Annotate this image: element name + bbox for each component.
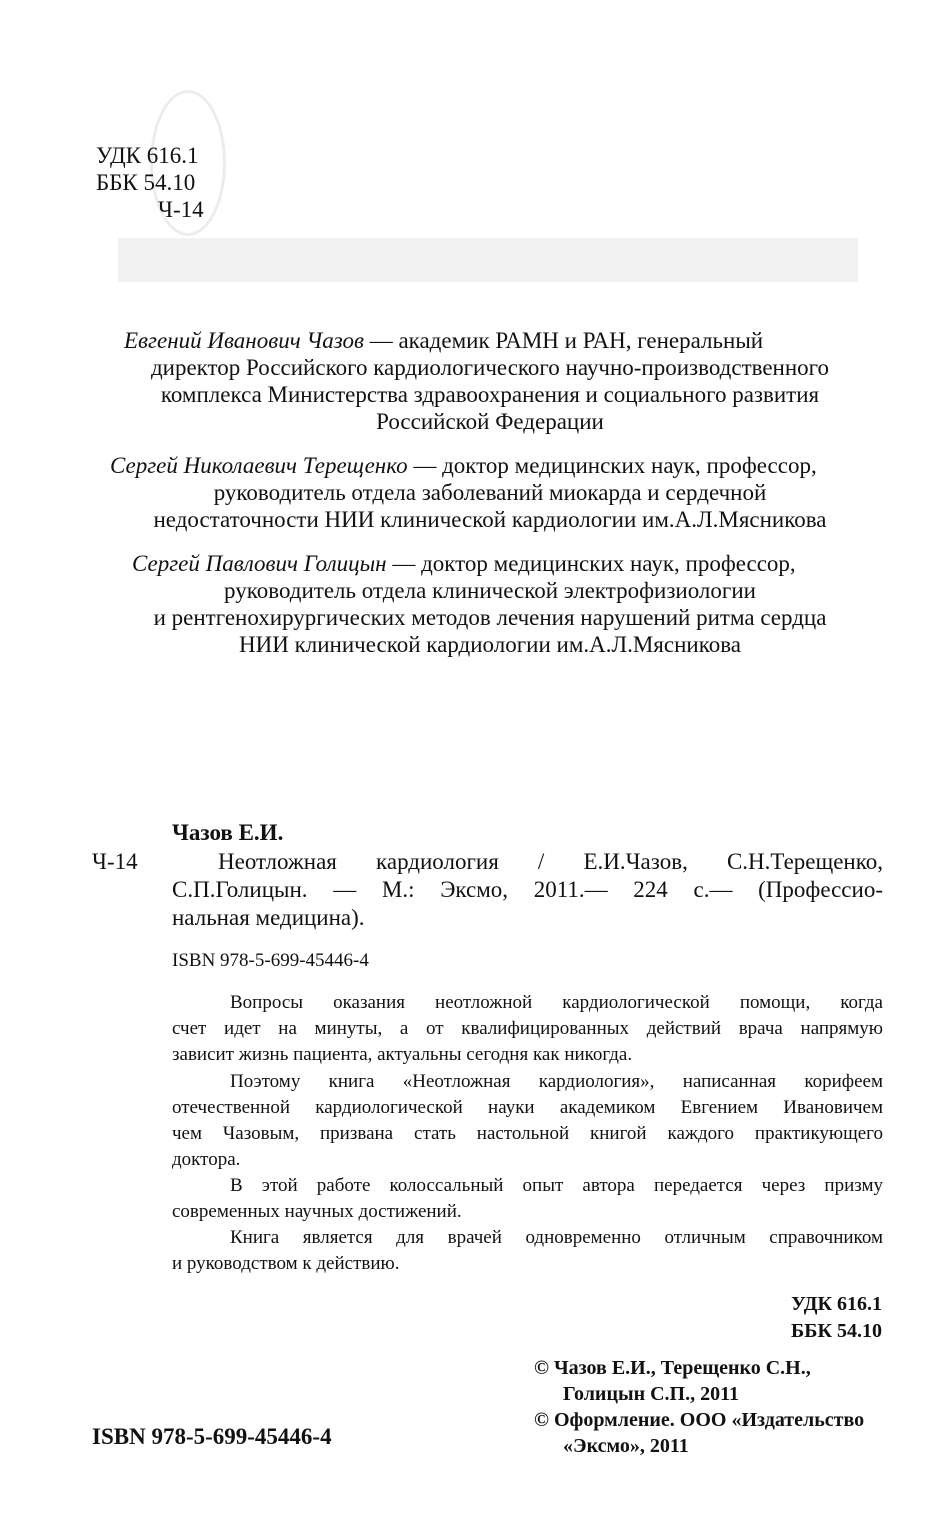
author-2-title: — доктор медицинских наук, профессор, — [407, 453, 817, 478]
abstract-line: доктора. — [172, 1149, 241, 1170]
author-3-name: Сергей Павлович Голицын — [132, 551, 387, 576]
author-mark: Ч-14 — [158, 197, 204, 222]
footer-bbk: ББК 54.10 — [791, 1320, 882, 1342]
author-2-first-line — [110, 453, 870, 479]
abstract-line: Книга является для врачей одновременно отличным справочником — [230, 1227, 883, 1248]
author-3-title: — доктор медицинских наук, профессор, — [386, 551, 796, 576]
copyright-line: © Чазов Е.И., Терещенко С.Н., — [534, 1357, 811, 1379]
author-1-line: Российской Федерации — [376, 409, 604, 434]
author-2-name: Сергей Николаевич Терещенко — [110, 453, 408, 478]
copyright-line: Голицын С.П., 2011 — [563, 1383, 740, 1405]
author-2-line: руководитель отдела заболеваний миокарда и сердечной — [213, 480, 767, 505]
footer-udk: УДК 616.1 — [791, 1293, 882, 1315]
abstract-line: счет идет на минуты, а от квалифицированных действий врача напрямую — [172, 1018, 883, 1039]
author-3-line: руководитель отдела клинической электрофизиологии — [224, 578, 756, 603]
abstract-line: Поэтому книга «Неотложная кардиология», написанная корифеем — [230, 1071, 883, 1092]
bbk-code: ББК 54.10 — [96, 170, 196, 195]
udk-code: УДК 616.1 — [96, 143, 199, 168]
author-1-name: Евгений Иванович Чазов — [124, 328, 364, 353]
abstract-line: чем Чазовым, призвана стать настольной книгой каждого практикующего — [172, 1123, 883, 1144]
bib-isbn: ISBN 978-5-699-45446-4 — [172, 950, 369, 971]
copyright-line: «Эксмо», 2011 — [563, 1435, 689, 1457]
author-1-first-line — [124, 328, 857, 354]
author-1-title: — академик РАМН и РАН, генеральный — [363, 328, 764, 353]
abstract-line: и руководством к действию. — [172, 1253, 400, 1274]
author-3-line: и рентгенохирургических методов лечения нарушений ритма сердца — [153, 605, 827, 630]
bib-description-line: нальная медицина). — [172, 905, 365, 930]
footer-isbn: ISBN 978-5-699-45446-4 — [92, 1424, 332, 1449]
abstract-line: зависит жизнь пациента, актуальны сегодня как никогда. — [172, 1044, 633, 1065]
author-3-line: НИИ клинической кардиологии им.А.Л.Мясникова — [239, 632, 741, 657]
abstract-line: Вопросы оказания неотложной кардиологической помощи, когда — [230, 992, 883, 1013]
watermark-band — [118, 238, 858, 282]
bib-description-line: Неотложная кардиология / Е.И.Чазов, С.Н.Терещенко, — [218, 849, 883, 874]
abstract-line: В этой работе колоссальный опыт автора передается через призму — [230, 1175, 883, 1196]
author-1-line: директор Российского кардиологического научно-производственного — [150, 355, 830, 380]
copyright-line: © Оформление. ООО «Издательство — [534, 1409, 865, 1431]
bib-description-line: С.П.Голицын. — М.: Эксмо, 2011.— 224 с.— (Профессио- — [172, 877, 883, 902]
author-2-line: недостаточности НИИ клинической кардиологии им.А.Л.Мясникова — [153, 507, 827, 532]
author-3-first-line — [132, 551, 857, 577]
bib-author-heading: Чазов Е.И. — [172, 820, 284, 845]
author-1-line: комплекса Министерства здравоохранения и социального развития — [160, 382, 820, 407]
abstract-line: отечественной кардиологической науки академиком Евгением Ивановичем — [172, 1097, 883, 1118]
abstract-line: современных научных достижений. — [172, 1201, 462, 1222]
bib-code: Ч-14 — [92, 849, 138, 874]
